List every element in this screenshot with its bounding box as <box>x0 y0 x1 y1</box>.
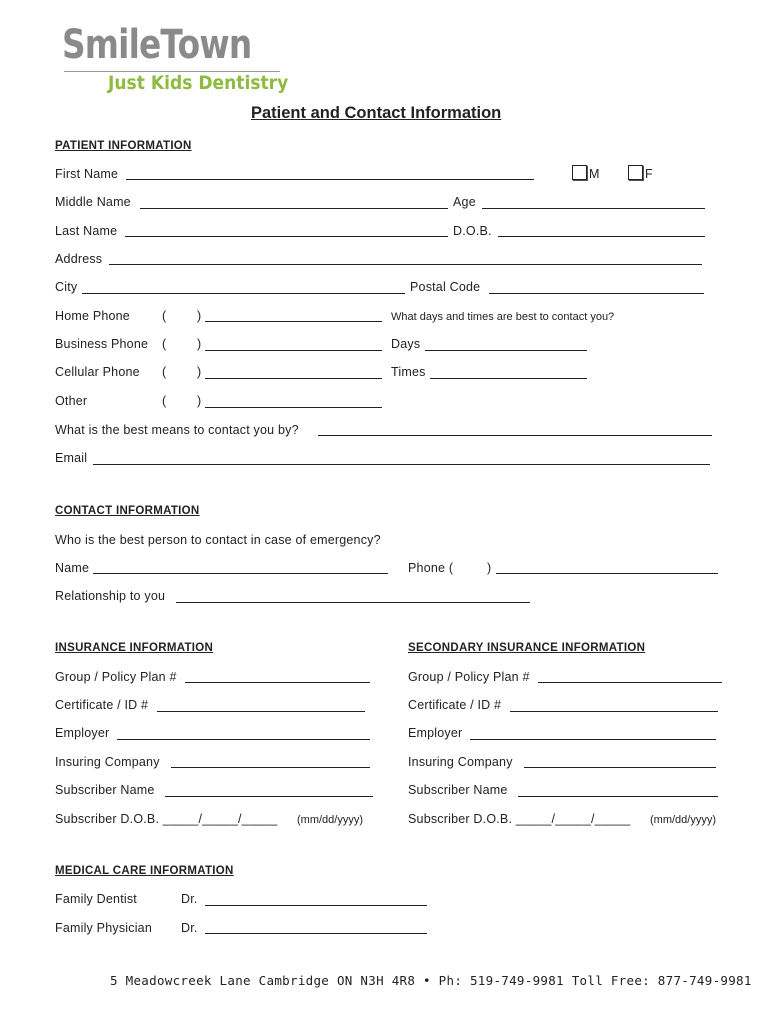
best-times-question: What days and times are best to contact you? <box>391 311 615 323</box>
other-phone-paren-open: ( <box>162 394 167 408</box>
family-physician-dr-label: Dr. <box>181 921 198 935</box>
email-label: Email <box>55 451 88 465</box>
other-phone-field[interactable] <box>205 407 382 408</box>
other-phone-label: Other <box>55 394 88 408</box>
family-dentist-field[interactable] <box>205 905 427 906</box>
insurance-section-heading: INSURANCE INFORMATION <box>55 642 214 654</box>
cellular-phone-paren-close: ) <box>197 365 202 379</box>
secondary-subscriber-dob-format: (mm/dd/yyyy) <box>650 814 716 826</box>
business-phone-label: Business Phone <box>55 337 149 351</box>
contact-name-label: Name <box>55 561 90 575</box>
contact-phone-paren-close: ) <box>487 561 492 575</box>
footer-address: 5 Meadowcreek Lane Cambridge ON N3H 4R8 • Ph: 519-749-9981 Toll Free: 877-749-9981 <box>110 973 752 988</box>
secondary-group-plan-label: Group / Policy Plan # <box>408 670 530 684</box>
male-checkbox[interactable] <box>572 165 587 180</box>
group-plan-label: Group / Policy Plan # <box>55 670 177 684</box>
subscriber-dob-field[interactable]: Subscriber D.O.B. _____/_____/_____ <box>55 812 278 826</box>
business-phone-paren-open: ( <box>162 337 167 351</box>
secondary-insuring-company-field[interactable] <box>524 767 716 768</box>
age-field[interactable] <box>482 208 705 209</box>
city-field[interactable] <box>82 293 405 294</box>
cellular-phone-paren-open: ( <box>162 365 167 379</box>
home-phone-paren-open: ( <box>162 309 167 323</box>
home-phone-paren-close: ) <box>197 309 202 323</box>
contact-phone-field[interactable] <box>496 573 718 574</box>
dob-label: D.O.B. <box>453 224 492 238</box>
secondary-subscriber-name-field[interactable] <box>518 796 718 797</box>
certificate-label: Certificate / ID # <box>55 698 149 712</box>
emergency-contact-question: Who is the best person to contact in case of emergency? <box>55 533 381 547</box>
middle-name-field[interactable] <box>140 208 448 209</box>
times-field[interactable] <box>430 378 587 379</box>
group-plan-field[interactable] <box>185 682 370 683</box>
last-name-label: Last Name <box>55 224 118 238</box>
secondary-subscriber-dob-field[interactable]: Subscriber D.O.B. _____/_____/_____ <box>408 812 631 826</box>
postal-code-label: Postal Code <box>410 280 481 294</box>
last-name-field[interactable] <box>125 236 448 237</box>
days-field[interactable] <box>425 350 587 351</box>
business-phone-field[interactable] <box>205 350 382 351</box>
dob-field[interactable] <box>498 236 705 237</box>
address-label: Address <box>55 252 103 266</box>
family-physician-field[interactable] <box>205 933 427 934</box>
cellular-phone-field[interactable] <box>205 378 382 379</box>
contact-name-field[interactable] <box>93 573 388 574</box>
medical-section-heading: MEDICAL CARE INFORMATION <box>55 865 234 877</box>
best-means-field[interactable] <box>318 435 712 436</box>
business-phone-paren-close: ) <box>197 337 202 351</box>
insuring-company-label: Insuring Company <box>55 755 160 769</box>
subscriber-name-label: Subscriber Name <box>55 783 155 797</box>
family-dentist-dr-label: Dr. <box>181 892 198 906</box>
address-field[interactable] <box>109 264 702 265</box>
first-name-label: First Name <box>55 167 119 181</box>
secondary-certificate-label: Certificate / ID # <box>408 698 502 712</box>
employer-label: Employer <box>55 726 110 740</box>
employer-field[interactable] <box>117 739 370 740</box>
secondary-employer-label: Employer <box>408 726 463 740</box>
secondary-certificate-field[interactable] <box>510 711 718 712</box>
postal-code-field[interactable] <box>489 293 704 294</box>
contact-section-heading: CONTACT INFORMATION <box>55 505 200 517</box>
secondary-subscriber-name-label: Subscriber Name <box>408 783 508 797</box>
subscriber-dob-format: (mm/dd/yyyy) <box>297 814 363 826</box>
age-label: Age <box>453 195 476 209</box>
email-field[interactable] <box>93 464 710 465</box>
secondary-insuring-company-label: Insuring Company <box>408 755 513 769</box>
relationship-field[interactable] <box>176 602 530 603</box>
page-title: Patient and Contact Information <box>251 104 502 122</box>
secondary-group-plan-field[interactable] <box>538 682 722 683</box>
female-checkbox[interactable] <box>628 165 643 180</box>
contact-phone-label: Phone ( <box>408 561 454 575</box>
home-phone-field[interactable] <box>205 321 382 322</box>
patient-section-heading: PATIENT INFORMATION <box>55 140 192 152</box>
cellular-phone-label: Cellular Phone <box>55 365 140 379</box>
middle-name-label: Middle Name <box>55 195 131 209</box>
city-label: City <box>55 280 78 294</box>
insuring-company-field[interactable] <box>171 767 370 768</box>
subscriber-name-field[interactable] <box>165 796 373 797</box>
best-means-label: What is the best means to contact you by? <box>55 423 299 437</box>
logo-name: SmileTown <box>62 22 252 68</box>
times-label: Times <box>391 365 426 379</box>
days-label: Days <box>391 337 421 351</box>
logo-tagline: Just Kids Dentistry <box>108 72 289 94</box>
home-phone-label: Home Phone <box>55 309 130 323</box>
first-name-field[interactable] <box>126 179 534 180</box>
family-dentist-label: Family Dentist <box>55 892 137 906</box>
female-label: F <box>645 167 653 181</box>
relationship-label: Relationship to you <box>55 589 166 603</box>
secondary-employer-field[interactable] <box>470 739 716 740</box>
family-physician-label: Family Physician <box>55 921 152 935</box>
secondary-insurance-heading: SECONDARY INSURANCE INFORMATION <box>408 642 646 654</box>
male-label: M <box>589 167 600 181</box>
certificate-field[interactable] <box>157 711 365 712</box>
other-phone-paren-close: ) <box>197 394 202 408</box>
